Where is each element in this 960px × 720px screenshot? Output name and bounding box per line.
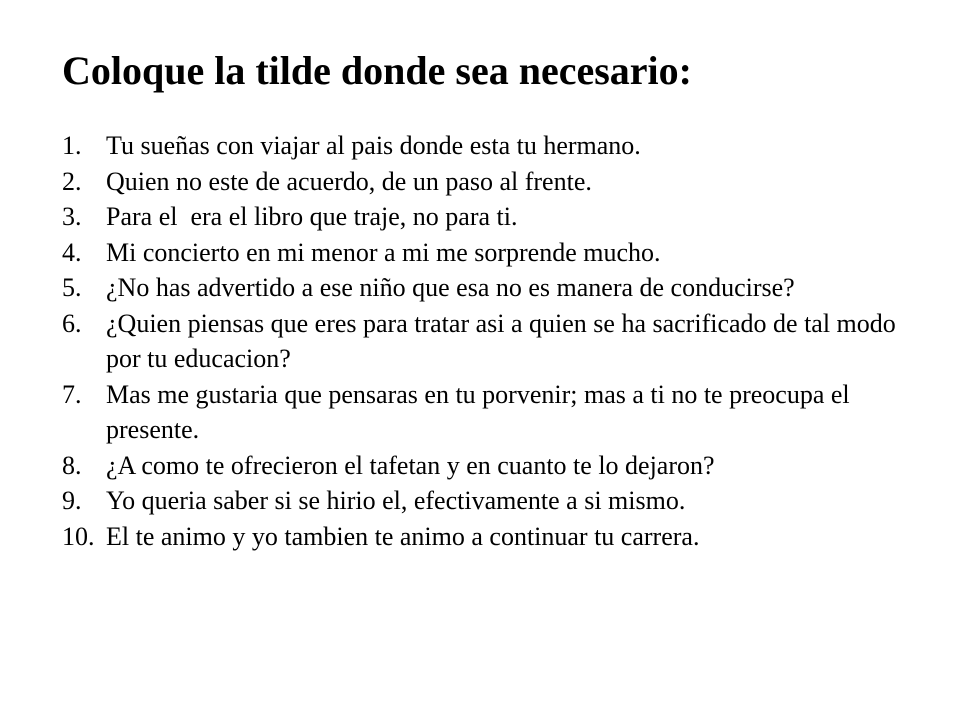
item-text: ¿No has advertido a ese niño que esa no es manera de conducirse? [106,273,795,302]
item-text: Quien no este de acuerdo, de un paso al frente. [106,166,592,196]
list-item [62,483,912,519]
item-text: ¿Quien piensas que eres para tratar asi a quien se ha sacrificado de tal modo por tu educacion? [106,308,896,373]
list-item [62,306,912,377]
item-text: Mi concierto en mi menor a mi me sorprende mucho. [106,237,661,267]
item-number: 4. [62,237,82,267]
page-title: Coloque la tilde donde sea necesario: [62,48,692,93]
list-item [62,519,912,555]
item-text: Para el era el libro que traje, no para ti. [106,202,518,231]
list-item [62,448,912,484]
list-item [62,128,912,164]
item-number: 5. [62,273,82,302]
item-text: El te animo y yo tambien te animo a continuar tu carrera. [106,521,700,551]
item-number: 3. [62,202,82,231]
item-text: Yo queria saber si se hirio el, efectivamente a si mismo. [106,486,686,515]
item-number: 8. [62,450,82,480]
item-number: 7. [62,379,82,409]
item-number: 1. [62,131,82,160]
list-item [62,270,912,306]
item-text: Mas me gustaria que pensaras en tu porvenir; mas a ti no te preocupa el presente. [106,379,850,444]
exercise-list [62,128,912,554]
item-number: 10. [62,521,95,551]
list-item [62,199,912,235]
list-item [62,235,912,271]
item-number: 2. [62,166,82,196]
item-text: ¿A como te ofrecieron el tafetan y en cuanto te lo dejaron? [106,450,715,480]
item-text: Tu sueñas con viajar al pais donde esta tu hermano. [106,131,641,160]
item-number: 9. [62,486,82,515]
list-item [62,164,912,200]
item-number: 6. [62,308,82,338]
list-item [62,377,912,448]
